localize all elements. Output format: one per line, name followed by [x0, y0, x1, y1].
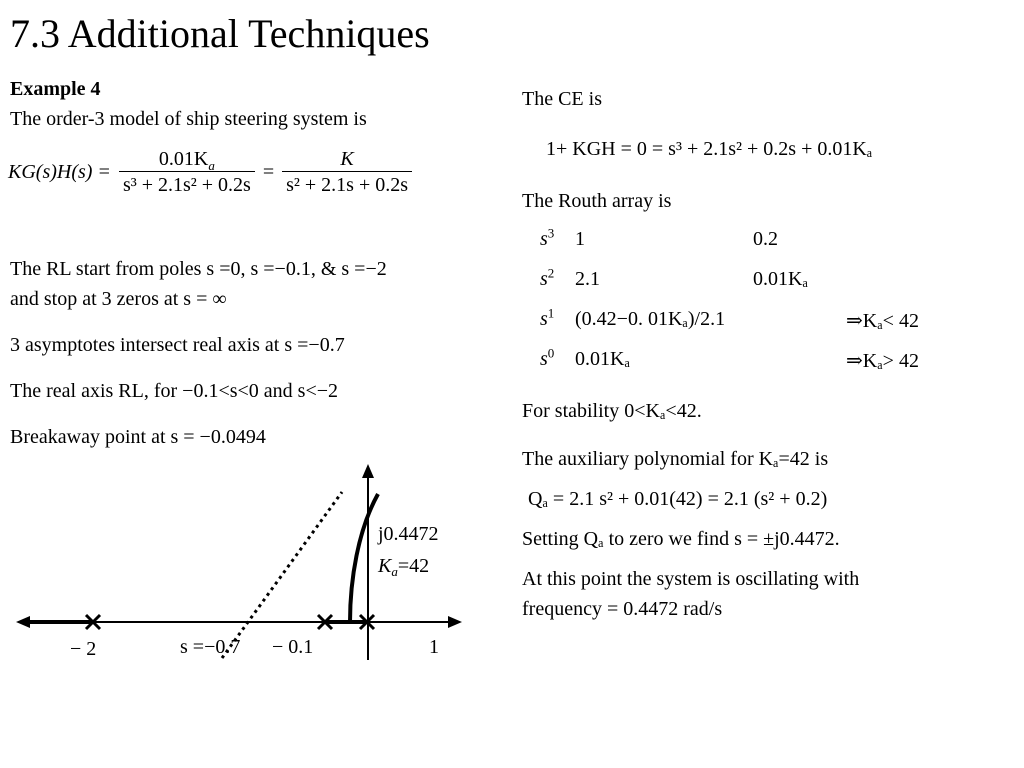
routh-s1-var: s	[540, 308, 548, 330]
tf-fraction-2	[282, 148, 412, 197]
label-minus01: − 0.1	[272, 636, 314, 658]
real-axis-arrow-right	[448, 616, 462, 628]
page-title: 7.3 Additional Techniques	[10, 11, 430, 56]
routh-s2-c2: 0.01Kₐ	[753, 268, 808, 290]
asymptotes-text: 3 asymptotes intersect real axis at s =−0.7	[10, 334, 345, 356]
setting-text: Setting Qₐ to zero we find s = ±j0.4472.	[522, 528, 840, 550]
routh-row-s0	[540, 345, 960, 388]
imag-axis-arrow	[362, 464, 374, 478]
routh-s3-c2: 0.2	[753, 228, 778, 250]
routh-s3-pow: 3	[547, 225, 555, 241]
routh-s0-var: s	[540, 348, 548, 370]
label-jw: j0.4472	[378, 523, 439, 545]
routh-row-s3	[540, 225, 960, 268]
routh-s2-c1: 2.1	[575, 268, 600, 290]
ce-equation: 1+ KGH = 0 = s³ + 2.1s² + 0.2s + 0.01Kₐ	[546, 138, 873, 160]
asymptote-line	[222, 492, 342, 658]
label-minus2: − 2	[70, 638, 97, 660]
rl-stop-text: and stop at 3 zeros at s = ∞	[10, 288, 227, 310]
routh-label: The Routh array is	[522, 190, 672, 212]
tf-num2: K	[340, 148, 354, 170]
transfer-function	[8, 148, 412, 197]
label-one: 1	[429, 636, 439, 658]
routh-s0-condition: ⇒Kₐ> 42	[846, 350, 919, 372]
rl-start-text: The RL start from poles s =0, s =−0.1, & s =−2	[10, 258, 387, 280]
routh-s2-var: s	[540, 268, 548, 290]
intro-text: The order-3 model of ship steering system is	[10, 108, 367, 130]
example-label: Example 4	[10, 78, 101, 100]
label-s-asym: s =−0.7	[180, 636, 241, 658]
label-ka-value: =42	[397, 555, 430, 577]
locus-branch	[350, 494, 378, 622]
label-ka	[377, 555, 429, 579]
routh-s0-pow: 0	[547, 345, 555, 361]
routh-s2-pow: 2	[547, 265, 555, 281]
routh-s3-var: s	[540, 228, 548, 250]
aux-label: The auxiliary polynomial for Kₐ=42 is	[522, 448, 829, 470]
routh-array	[540, 225, 960, 388]
routh-s0-c1: 0.01Kₐ	[575, 348, 630, 370]
label-ka-k: K	[378, 555, 392, 577]
aux-equation: Qₐ = 2.1 s² + 0.01(42) = 2.1 (s² + 0.2)	[528, 488, 828, 510]
oscillation-text-2: frequency = 0.4472 rad/s	[522, 598, 723, 620]
root-locus-plot	[0, 460, 470, 670]
routh-row-s2	[540, 265, 960, 308]
routh-s1-pow: 1	[547, 305, 555, 321]
routh-s3-c1: 1	[575, 228, 585, 250]
tf-num1: 0.01K	[158, 148, 209, 170]
oscillation-text-1: At this point the system is oscillating with	[522, 568, 860, 590]
routh-s1-condition: ⇒Kₐ< 42	[846, 310, 919, 332]
ce-label: The CE is	[522, 88, 602, 110]
breakaway-text: Breakaway point at s = −0.0494	[10, 426, 266, 448]
tf-fraction-1	[119, 148, 255, 197]
tf-den1: s³ + 2.1s² + 0.2s	[119, 171, 255, 197]
tf-lhs: KG(s)H(s) =	[8, 161, 111, 183]
routh-s1-c1: (0.42−0. 01Kₐ)/2.1	[575, 308, 726, 330]
tf-equals: =	[262, 161, 275, 183]
routh-row-s1	[540, 305, 960, 348]
tf-num1-sub: a	[208, 158, 215, 173]
stability-text: For stability 0<Kₐ<42.	[522, 400, 702, 422]
real-axis-text: The real axis RL, for −0.1<s<0 and s<−2	[10, 380, 338, 402]
label-ka-sub: a	[391, 564, 398, 579]
tf-den2: s² + 2.1s + 0.2s	[282, 171, 412, 197]
